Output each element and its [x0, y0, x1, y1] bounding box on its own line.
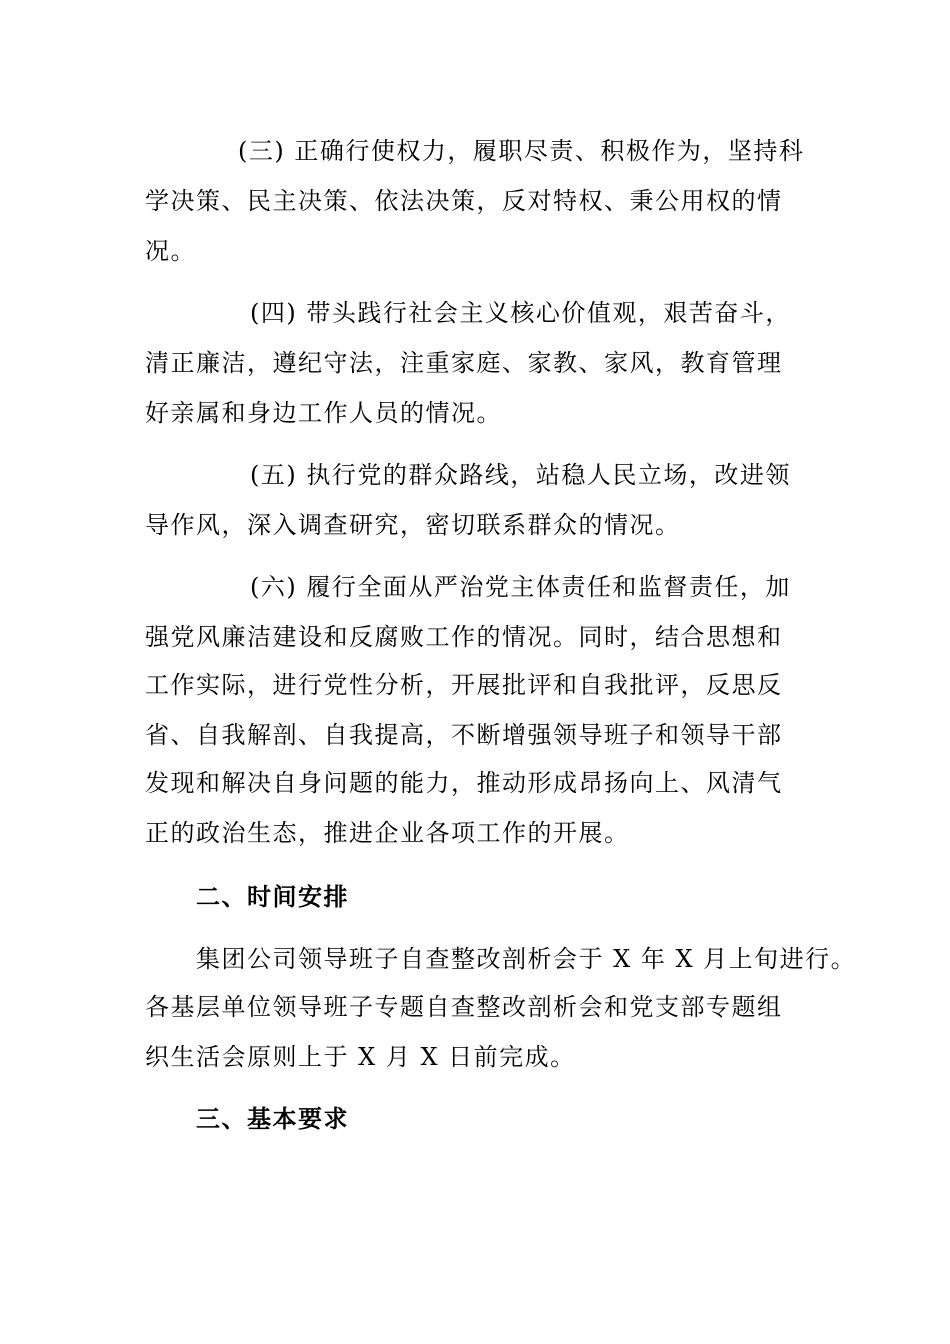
section2-line3: 织生活会原则上于 X 月 X 日前完成。 [145, 1043, 576, 1071]
para3-line1: (三) 正确行使权力，履职尽责、积极作为，坚持科 [238, 137, 805, 165]
para6-line1: (六) 履行全面从严治党主体责任和监督责任，加 [250, 573, 791, 601]
section2-heading: 二、时间安排 [196, 883, 349, 911]
para6-line4: 省、自我解剖、自我提高，不断增强领导班子和领导干部 [145, 721, 783, 749]
para5-line2: 导作风，深入调查研究，密切联系群众的情况。 [145, 511, 681, 539]
section2-line2: 各基层单位领导班子专题自查整改剖析会和党支部专题组 [145, 993, 783, 1021]
para6-line2: 强党风廉洁建设和反腐败工作的情况。同时，结合思想和 [145, 623, 783, 651]
para6-line5: 发现和解决自身问题的能力，推动形成昂扬向上、风清气 [145, 769, 783, 797]
para4-line1: (四) 带头践行社会主义核心价值观，艰苦奋斗， [250, 299, 791, 327]
section2-line1: 集团公司领导班子自查整改剖析会于 X 年 X 月上旬进行。 [196, 945, 857, 973]
para6-line6: 正的政治生态，推进企业各项工作的开展。 [145, 819, 630, 847]
para3-line2: 学决策、民主决策、依法决策，反对特权、秉公用权的情 [145, 187, 783, 215]
section3-heading: 三、基本要求 [196, 1105, 349, 1133]
para5-line1: (五) 执行党的群众路线，站稳人民立场，改进领 [250, 461, 791, 489]
para4-line2: 清正廉洁，遵纪守法，注重家庭、家教、家风，教育管理 [145, 349, 783, 377]
para6-line3: 工作实际，进行党性分析，开展批评和自我批评，反思反 [145, 671, 783, 699]
para4-line3: 好亲属和身边工作人员的情况。 [145, 399, 502, 427]
para3-line3: 况。 [145, 237, 196, 265]
